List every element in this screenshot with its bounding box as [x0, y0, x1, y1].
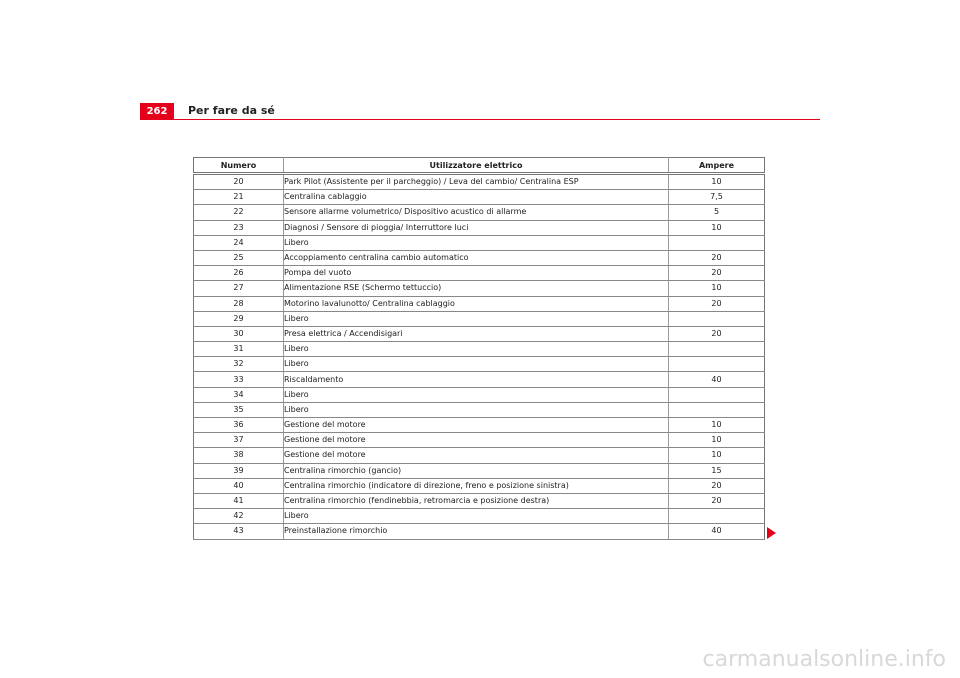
fuse-ampere-cell	[669, 357, 765, 372]
fuse-number-cell: 20	[194, 174, 284, 190]
fuse-consumer-cell: Centralina rimorchio (indicatore di direzione, freno e posizione sinistra)	[284, 478, 669, 493]
table-row	[194, 387, 765, 402]
fuse-number-cell: 22	[194, 205, 284, 220]
fuse-number-cell: 32	[194, 357, 284, 372]
fuse-ampere-cell: 20	[669, 326, 765, 341]
fuse-ampere-cell: 40	[669, 372, 765, 387]
fuse-number-cell: 36	[194, 418, 284, 433]
fuse-number-cell: 27	[194, 281, 284, 296]
table-row	[194, 174, 765, 190]
fuse-consumer-cell: Riscaldamento	[284, 372, 669, 387]
fuse-consumer-cell: Alimentazione RSE (Schermo tettuccio)	[284, 281, 669, 296]
fuse-consumer-cell: Libero	[284, 357, 669, 372]
table-row	[194, 342, 765, 357]
fuse-ampere-cell: 15	[669, 463, 765, 478]
fuse-number-cell: 25	[194, 250, 284, 265]
fuse-consumer-cell: Presa elettrica / Accendisigari	[284, 326, 669, 341]
fuse-consumer-cell: Centralina rimorchio (fendinebbia, retromarcia e posizione destra)	[284, 493, 669, 508]
fuse-consumer-cell: Centralina rimorchio (gancio)	[284, 463, 669, 478]
table-row	[194, 357, 765, 372]
fuse-ampere-cell: 10	[669, 281, 765, 296]
fuse-consumer-cell: Libero	[284, 387, 669, 402]
page-number-badge: 262	[140, 103, 174, 120]
table-row	[194, 250, 765, 265]
fuse-consumer-cell: Preinstallazione rimorchio	[284, 524, 669, 539]
fuse-number-cell: 39	[194, 463, 284, 478]
column-header-ampere: Ampere	[669, 158, 765, 174]
fuse-number-cell: 37	[194, 433, 284, 448]
table-row	[194, 326, 765, 341]
fuse-consumer-cell: Diagnosi / Sensore di pioggia/ Interruttore luci	[284, 220, 669, 235]
fuse-ampere-cell	[669, 509, 765, 524]
table-row	[194, 402, 765, 417]
fuse-number-cell: 35	[194, 402, 284, 417]
fuse-number-cell: 26	[194, 266, 284, 281]
fuse-consumer-cell: Park Pilot (Assistente per il parcheggio) / Leva del cambio/ Centralina ESP	[284, 174, 669, 190]
fuse-number-cell: 31	[194, 342, 284, 357]
fuse-ampere-cell: 7,5	[669, 190, 765, 205]
table-header-row	[194, 158, 765, 174]
fuse-ampere-cell	[669, 311, 765, 326]
fuse-ampere-cell	[669, 387, 765, 402]
fuse-consumer-cell: Gestione del motore	[284, 418, 669, 433]
table-row	[194, 433, 765, 448]
fuse-ampere-cell: 20	[669, 250, 765, 265]
fuse-number-cell: 23	[194, 220, 284, 235]
table-row	[194, 281, 765, 296]
fuse-consumer-cell: Libero	[284, 311, 669, 326]
fuse-ampere-cell: 20	[669, 493, 765, 508]
fuse-consumer-cell: Libero	[284, 402, 669, 417]
fuse-ampere-cell: 10	[669, 220, 765, 235]
fuse-ampere-cell: 40	[669, 524, 765, 539]
fuse-ampere-cell: 20	[669, 266, 765, 281]
fuse-ampere-cell: 5	[669, 205, 765, 220]
fuse-consumer-cell: Libero	[284, 509, 669, 524]
fuse-ampere-cell: 20	[669, 478, 765, 493]
fuse-consumer-cell: Gestione del motore	[284, 448, 669, 463]
fuse-number-cell: 30	[194, 326, 284, 341]
fuse-consumer-cell: Centralina cablaggio	[284, 190, 669, 205]
fuse-ampere-cell: 10	[669, 418, 765, 433]
fuse-ampere-cell: 20	[669, 296, 765, 311]
table-row	[194, 372, 765, 387]
fuse-number-cell: 24	[194, 235, 284, 250]
fuse-consumer-cell: Pompa del vuoto	[284, 266, 669, 281]
fuse-ampere-cell	[669, 402, 765, 417]
page-title: Per fare da sé	[188, 104, 275, 117]
fuse-consumer-cell: Gestione del motore	[284, 433, 669, 448]
watermark: carmanualsonline.info	[702, 647, 946, 672]
column-header-utilizzatore: Utilizzatore elettrico	[284, 158, 669, 174]
header-divider	[140, 119, 820, 120]
fuse-number-cell: 33	[194, 372, 284, 387]
table-row	[194, 296, 765, 311]
fuse-ampere-cell	[669, 342, 765, 357]
table-row	[194, 493, 765, 508]
fuse-table	[193, 157, 765, 540]
fuse-number-cell: 34	[194, 387, 284, 402]
fuse-number-cell: 43	[194, 524, 284, 539]
table-row	[194, 205, 765, 220]
fuse-ampere-cell: 10	[669, 448, 765, 463]
table-row	[194, 418, 765, 433]
table-row	[194, 509, 765, 524]
fuse-number-cell: 41	[194, 493, 284, 508]
fuse-number-cell: 21	[194, 190, 284, 205]
fuse-ampere-cell: 10	[669, 174, 765, 190]
table-row	[194, 448, 765, 463]
table-row	[194, 478, 765, 493]
table-row	[194, 235, 765, 250]
fuse-consumer-cell: Libero	[284, 235, 669, 250]
next-page-arrow-icon	[767, 527, 776, 539]
fuse-number-cell: 40	[194, 478, 284, 493]
fuse-consumer-cell: Motorino lavalunotto/ Centralina cablaggio	[284, 296, 669, 311]
fuse-number-cell: 29	[194, 311, 284, 326]
table-row	[194, 220, 765, 235]
table-row	[194, 463, 765, 478]
table-row	[194, 524, 765, 539]
fuse-number-cell: 28	[194, 296, 284, 311]
fuse-number-cell: 42	[194, 509, 284, 524]
table-row	[194, 311, 765, 326]
fuse-ampere-cell	[669, 235, 765, 250]
fuse-consumer-cell: Sensore allarme volumetrico/ Dispositivo acustico di allarme	[284, 205, 669, 220]
table-row	[194, 266, 765, 281]
fuse-consumer-cell: Libero	[284, 342, 669, 357]
table-row	[194, 190, 765, 205]
fuse-number-cell: 38	[194, 448, 284, 463]
fuse-consumer-cell: Accoppiamento centralina cambio automatico	[284, 250, 669, 265]
fuse-table-body	[194, 174, 765, 540]
fuse-ampere-cell: 10	[669, 433, 765, 448]
column-header-numero: Numero	[194, 158, 284, 174]
